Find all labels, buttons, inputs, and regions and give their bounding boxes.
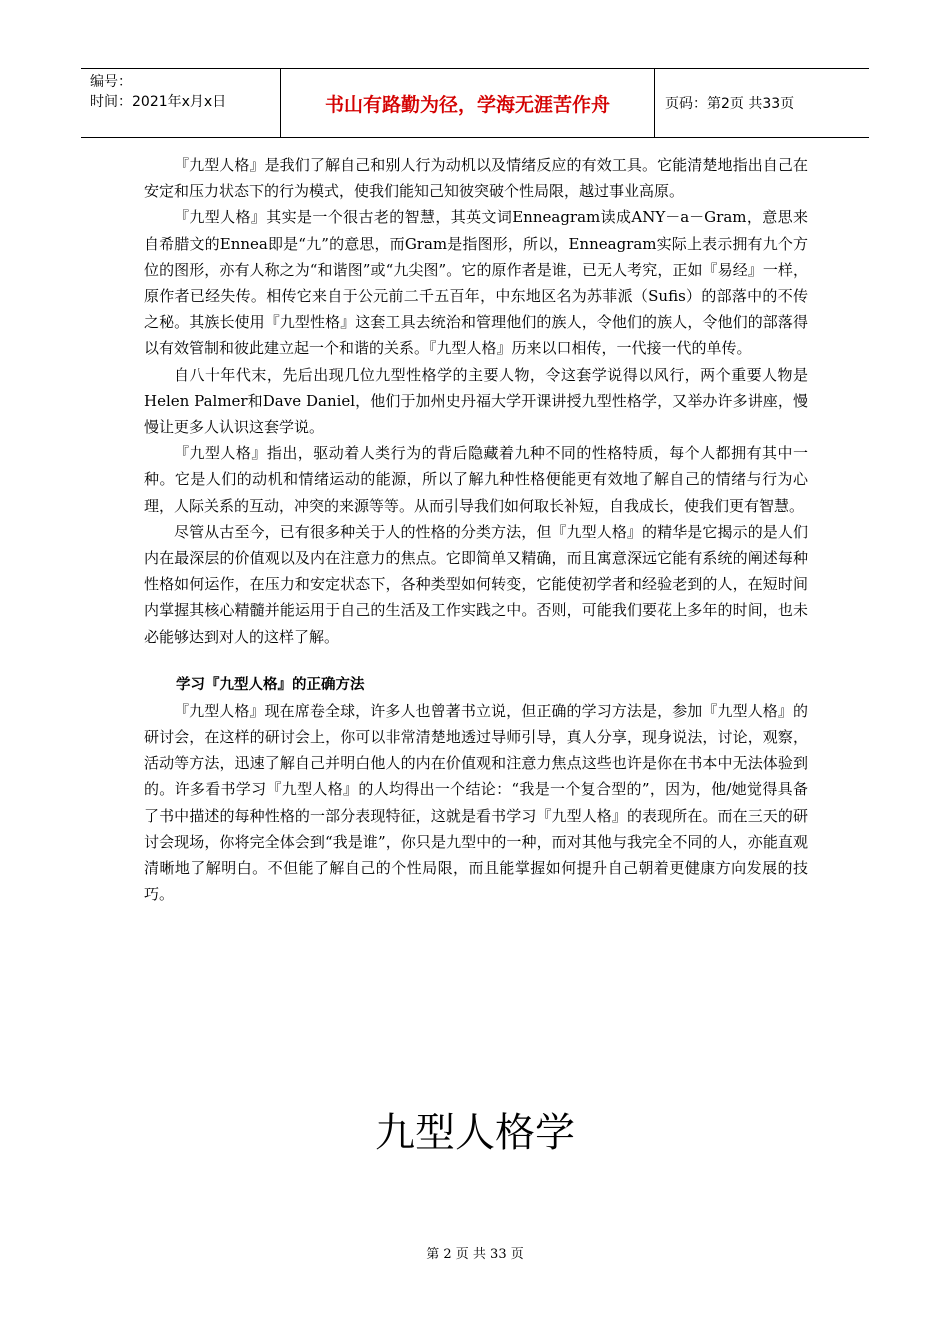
header-motto: 书山有路勤为径，学海无涯苦作舟 [324,93,610,116]
section-paragraph: 『九型人格』现在席卷全球，许多人也曾著书立说，但正确的学习方法是，参加『九型人格』的研讨会，在这样的研讨会上，你可以非常清楚地透过导师引导，真人分享，现身说法，讨论，观察，活动等方法，迅速了解自己并明白他人的内在价值观和注意力焦点这些也许是你在书本中无法体验到的。许多看书学习『九型人格』的人均得出一个结论：“我是一个复合型的”，因为，他/她觉得具备了书中描述的每种性格的一部分表现特征，这就是看书学习『九型人格』的表现所在。而在三天的研讨会现场，你将完全体会到“我是谁”，你只是九型中的一种，而对其他与我完全不同的人，亦能直观清晰地了解明白。不但能了解自己的个性局限，而且能掌握如何提升自己朝着更健康方向发展的技巧。 [144,701,808,904]
page-header [81,68,869,138]
header-page-info: 页码：第2页 共33页 [665,96,795,112]
header-number-label: 编号： [90,74,132,90]
header-date: 时间：2021年x月x日 [90,94,227,110]
page-footer: 第 2 页 共 33 页 [426,1247,524,1262]
paragraph: 『九型人格』其实是一个很古老的智慧，其英文词Enneagram读成ANY－a－Gram，意思来自希腊文的Ennea即是“九”的意思，而Gram是指图形，所以，Enneagram实际上表示拥有九个方位的图形，亦有人称之为“和谐图”或“九尖图”。它的原作者是谁，已无人考究，正如『易经』一样，原作者已经失传。相传它来自于公元前二千五百年，中东地区名为苏菲派（Sufis）的部落中的不传之秘。其族长使用『九型性格』这套工具去统治和管理他们的族人，令他们的族人，令他们的部落得以有效管制和彼此建立起一个和谐的关系。『九型人格』历来以口相传，一代接一代的单传。 [144,208,808,358]
header-meta [81,69,281,137]
paragraph: 『九型人格』是我们了解自己和别人行为动机以及情绪反应的有效工具。它能清楚地指出自己在安定和压力状态下的行为模式，使我们能知己知彼突破个性局限，越过事业高原。 [144,156,808,201]
document-body [144,152,808,907]
paragraph: 自八十年代末，先后出现几位九型性格学的主要人物，令这套学说得以风行，两个重要人物是Helen Palmer和Dave Daniel，他们于加州史丹福大学开课讲授九型性格学，又举办许多讲座，慢慢让更多人认识这套学说。 [144,365,808,437]
header-motto-cell [281,69,655,137]
section-heading: 学习『九型人格』的正确方法 [176,676,365,693]
big-title: 九型人格学 [375,1110,575,1156]
paragraph: 尽管从古至今，已有很多种关于人的性格的分类方法，但『九型人格』的精华是它揭示的是人们内在最深层的价值观以及内在注意力的焦点。它即简单又精确，而且寓意深远它能有系统的阐述每种性格如何运作，在压力和安定状态下，各种类型如何转变，它能使初学者和经验老到的人，在短时间内掌握其核心精髓并能运用于自己的生活及工作实践之中。否则，可能我们要花上多年的时间，也未必能够达到对人的这样了解。 [144,522,808,646]
paragraph: 『九型人格』指出，驱动着人类行为的背后隐藏着九种不同的性格特质，每个人都拥有其中一种。它是人们的动机和情绪运动的能源，所以了解九种性格便能更有效地了解自己的情绪与行为心理，人际关系的互动，冲突的来源等等。从而引导我们如何取长补短，自我成长，使我们更有智慧。 [144,444,808,515]
